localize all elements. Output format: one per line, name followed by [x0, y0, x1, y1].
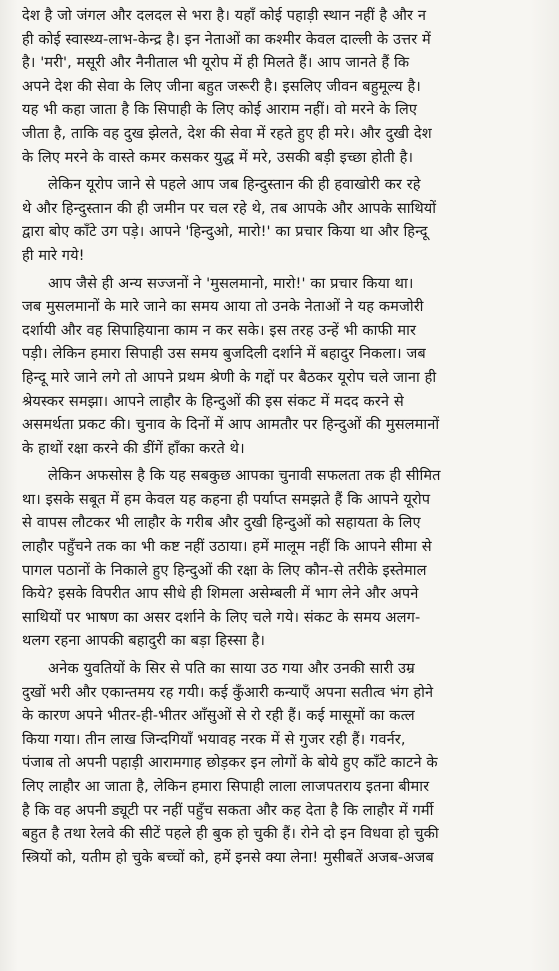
text-line: से वापस लौटकर भी लाहौर के गरीब और दुखी हिन्दुओं को सहायता के लिए — [22, 514, 421, 532]
text-line: आप जैसे ही अन्य सज्जनों ने 'मुसलमानो, मारो!' का प्रचार किया था। — [48, 274, 414, 292]
text-line: देश है जो जंगल और दलदल से भरा है। यहाँ कोई पहाड़ी स्थान नहीं है और न — [22, 7, 427, 24]
text-line: है कि वह अपनी ड्यूटी पर नहीं पहुँच सकता और कह देता है कि लाहौर में गर्मी — [22, 801, 434, 819]
text-line: साथियों पर भाषण का असर दर्शाने के लिए चले गये। संकट के समय अलग- — [22, 608, 421, 626]
paragraph-4 — [22, 464, 539, 653]
paragraph-1 — [22, 4, 539, 169]
text-line: पंजाब तो अपनी पहाड़ी आरामगाह छोड़कर इन लोगों के बोये हुए काँटे काटने के — [22, 754, 438, 772]
paragraph-5 — [22, 657, 539, 869]
text-line: थे और हिन्दुस्तान की ही जमीन पर चल रहे थे, तब आपके और आपके साथियों — [22, 199, 437, 217]
text-line: ही मारे गये! — [22, 246, 85, 264]
text-line: था। इसके सबूत में हम केवल यह कहना ही पर्याप्त समझते हैं कि आपने यूरोप — [22, 490, 431, 508]
text-line: लिए लाहौर आ जाता है, लेकिन हमारा सिपाही लाला लाजपतराय इतना बीमार — [22, 778, 430, 795]
text-line: के लिए मरने के वास्ते कमर कसकर युद्ध में मरे, उसकी बड़ी इच्छा होती है। — [22, 148, 414, 166]
text-line: स्त्रियों को, यतीम हो चुके बच्चों को, हमें इनसे क्या लेना! मुसीबतें अजब-अजब — [22, 848, 434, 866]
text-line: श्रेयस्कर समझा। आपने लाहौर के हिन्दुओं की इस संकट में मदद करने से — [22, 392, 404, 410]
text-line: के कारण अपने भीतर-ही-भीतर आँसुओं से रो रही हैं। कई मासूमों का कत्ल — [22, 707, 415, 725]
text-line: लेकिन अफसोस है कि यह सबकुछ आपका चुनावी सफलता तक ही सीमित — [48, 467, 441, 485]
text-line: के हाथों रक्षा करने की डींगें हाँका करते थे। — [22, 439, 245, 457]
text-line: दर्शायी और वह सिपाहियाना काम न कर सके। इस तरह उन्हें भी काफी मार — [22, 321, 417, 339]
paragraph-3 — [22, 272, 539, 461]
text-line: जीता है, ताकि वह दुख झेलते, देश की सेवा में रहते हुए ही मरे। और दुखी देश — [22, 124, 432, 142]
text-line: ही कोई स्वास्थ्य-लाभ-केन्द्र है। इन नेताओं का कश्मीर केवल दाल्ली के उत्तर में — [22, 30, 431, 48]
text-line: अनेक युवतियों के सिर से पति का साया उठ गया और उनकी सारी उम्र — [48, 660, 415, 678]
text-line: दुखों भरी और एकान्तमय रह गयी। कई कुँआरी कन्याएँ अपना सतीत्व भंग होने — [22, 683, 434, 701]
paragraph-2 — [22, 173, 539, 267]
text-line: बहुत है तथा रेलवे की सीटें पहले ही बुक हो चुकी हैं। रोने दो इन विधवा हो चुकी — [22, 825, 439, 843]
text-line: अपने देश की सेवा के लिए जीना बहुत जरूरी है। इसलिए जीवन बहुमूल्य है। — [22, 77, 421, 95]
text-line: यह भी कहा जाता है कि सिपाही के लिए कोई आराम नहीं। वो मरने के लिए — [22, 101, 418, 119]
text-line: लाहौर पहुँचने तक का भी कष्ट नहीं उठाया। हमें मालूम नहीं कि आपने सीमा से — [22, 538, 432, 556]
text-line: पड़ी। लेकिन हमारा सिपाही उस समय बुजदिली दर्शाने में बहादुर निकला। जब — [22, 345, 426, 363]
text-line: है। 'मरी', मसूरी और नैनीताल भी यूरोप में ही मिलते हैं। आप जानते हैं कि — [22, 54, 410, 72]
text-line: लेकिन यूरोप जाने से पहले आप जब हिन्दुस्तान की ही हवाखोरी कर रहे — [48, 176, 421, 194]
text-line: किया गया। तीन लाख जिन्दगियाँ भयावह नरक में से गुजर रही हैं। गवर्नर, — [22, 730, 406, 748]
text-line: किये? इसके विपरीत आप सीधे ही शिमला असेम्बली में भाग लेने और अपने — [22, 585, 419, 603]
text-line: द्वारा बोए काँटे उग पड़े। आपने 'हिन्दुओ, मारो!' का प्रचार किया था और हिन्दू — [22, 223, 428, 241]
text-line: हिन्दू मारे जाने लगे तो आपने प्रथम श्रेणी के गद्दों पर बैठकर यूरोप चले जाना ही — [22, 368, 437, 386]
text-line: जब मुसलमानों के मारे जाने का समय आया तो उनके नेताओं ने यह कमजोरी — [22, 298, 424, 316]
text-line: असमर्थता प्रकट की। चुनाव के दिनों में आप आमतौर पर हिन्दुओं की मुसलमानों — [22, 416, 440, 434]
text-line: थलग रहना आपकी बहादुरी का बड़ा हिस्सा है। — [22, 632, 266, 650]
text-line: पागल पठानों के निकाले हुए हिन्दुओं की रक्षा के लिए कौन-से तरीके इस्तेमाल — [22, 561, 427, 579]
